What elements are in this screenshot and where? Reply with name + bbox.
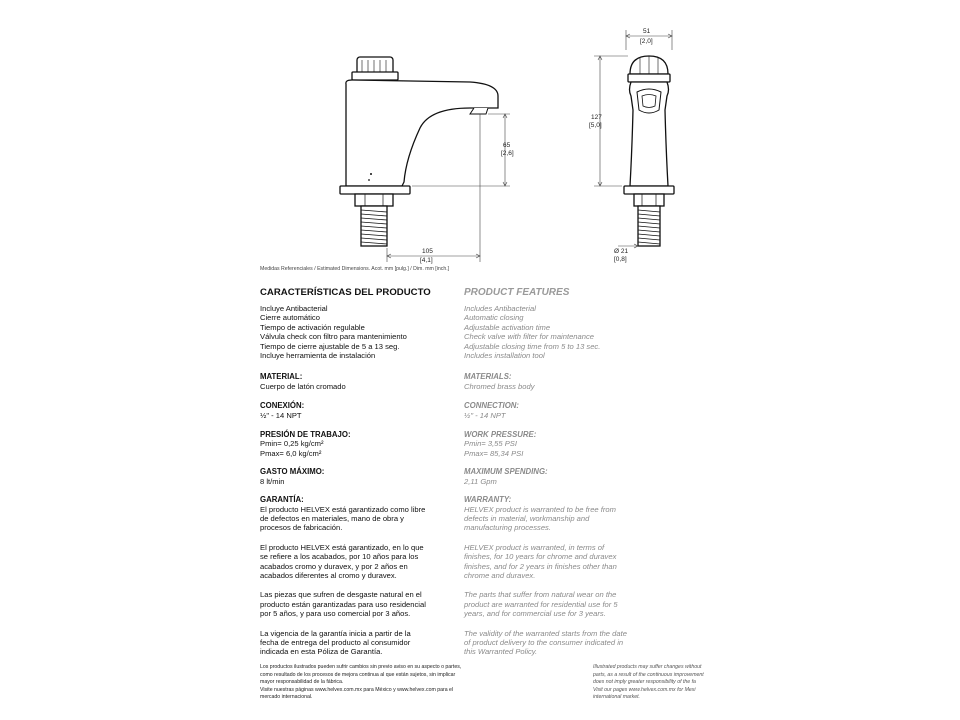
feature-item: Tiempo de activación regulable (260, 322, 365, 332)
text-line: La vigencia de la garantía inicia a partir de la (260, 628, 411, 638)
flow-heading-en: MAXIMUM SPENDING: (464, 467, 548, 477)
text-line: Visit our pages www.helvex.com.mx for Mexi (593, 686, 696, 693)
material-heading-en: MATERIALS: (464, 372, 512, 382)
faucet-front-view (624, 56, 674, 246)
warranty-paragraph-en (464, 590, 664, 618)
flow-value-es: 8 lt/min (260, 476, 285, 486)
height-side-dimension: 65 (503, 142, 511, 149)
flow-value-en: 2,11 Gpm (464, 476, 497, 486)
feature-item: Includes installation tool (464, 351, 545, 361)
height-front-dimension: 127 (591, 114, 602, 121)
product-features-title-es: CARACTERÍSTICAS DEL PRODUCTO (260, 287, 431, 298)
features-list-en (464, 304, 664, 360)
warranty-heading-en: WARRANTY: (464, 495, 512, 505)
warranty-paragraph-en (464, 505, 664, 533)
feature-item: Válvula check con filtro para mantenimiento (260, 332, 407, 342)
warranty-paragraph-es (260, 543, 460, 581)
pressure-min-es: Pmin= 0,25 kg/cm² (260, 439, 324, 449)
text-line: finishes, for 10 years for chrome and duravex (464, 552, 617, 562)
length-dimension: 105 (422, 248, 433, 255)
connection-value-en: ½" - 14 NPT (464, 410, 506, 420)
diameter-dimension: Ø 21 (614, 248, 629, 255)
text-line: fecha de entrega del producto al consumidor (260, 637, 411, 647)
text-line: defects in material, workmanship and (464, 513, 590, 523)
connection-heading-es: CONEXIÓN: (260, 401, 305, 411)
text-line: por 5 años, y para uso comercial por 3 años. (260, 609, 411, 619)
text-line: El producto HELVEX está garantizado, en lo que (260, 542, 424, 552)
english-column (464, 287, 664, 657)
pressure-max-en: Pmax= 85,34 PSI (464, 448, 524, 458)
text-line: se refiere a los acabados, por 10 años para los (260, 552, 419, 562)
text-line: HELVEX product is warranted to be free from (464, 504, 616, 514)
feature-item: Adjustable activation time (464, 322, 551, 332)
text-line: de defectos en materiales, mano de obra y (260, 513, 404, 523)
product-features-title-en: PRODUCT FEATURES (464, 287, 570, 298)
material-heading-es: MATERIAL: (260, 372, 303, 382)
diameter-dimension-inch: [0,8] (614, 256, 627, 263)
text-line: international market. (593, 694, 640, 701)
warranty-paragraph-es (260, 505, 460, 533)
width-dimension-inch: [2,0] (640, 38, 653, 45)
text-line: manufacturing processes. (464, 523, 551, 533)
pressure-heading-es: PRESIÓN DE TRABAJO: (260, 430, 351, 440)
text-line: finishes, and for 2 years in finishes other than (464, 561, 617, 571)
text-line: of product delivery to the consumer indicated in (464, 637, 624, 647)
text-line: acabados diferentes al cromo y duravex. (260, 570, 397, 580)
text-line: years, and for commercial use for 3 years. (464, 609, 606, 619)
connection-heading-en: CONNECTION: (464, 401, 520, 411)
feature-item: Adjustable closing time from 5 to 13 sec. (464, 341, 601, 351)
material-value-en: Chromed brass body (464, 381, 535, 391)
text-line: this Warranted Policy. (464, 647, 538, 657)
spanish-column (260, 287, 460, 657)
feature-item: Incluye Antibacterial (260, 304, 328, 313)
dimensions-caption: Medidas Referenciales / Estimated Dimensions. Acot. mm [pulg.] / Dim. mm [inch.] (260, 266, 450, 272)
feature-item: Tiempo de cierre ajustable de 5 a 13 seg. (260, 341, 400, 351)
connection-value-es: ½" - 14 NPT (260, 410, 302, 420)
text-line: Visite nuestras páginas www.helvex.com.mx para México y www.helvex.com para el (260, 686, 454, 693)
warranty-paragraph-es (260, 629, 460, 657)
text-line: acabados cromo y duravex, y por 2 años en (260, 561, 408, 571)
text-line: Los productos ilustrados pueden sufrir cambios sin previo aviso en su aspecto o partes, (260, 664, 462, 670)
width-dimension: 51 (643, 28, 651, 35)
feature-item: Check valve with filter for maintenance (464, 332, 594, 342)
feature-item: Includes Antibacterial (464, 304, 536, 313)
faucet-technical-drawing (0, 0, 960, 290)
length-dimension-inch: [4,1] (420, 257, 433, 264)
pressure-heading-en: WORK PRESSURE: (464, 430, 537, 440)
warranty-heading-es: GARANTÍA: (260, 495, 304, 505)
feature-item: Cierre automático (260, 313, 320, 323)
text-line: parts, as a result of the continuous improvement (593, 671, 704, 678)
text-line: mayor responsabilidad de la fábrica. (260, 679, 344, 686)
text-line: does not imply greater responsibility of the fa (593, 679, 696, 686)
text-line: como resultado de los procesos de mejora continua al que están sujetos, sin implicar (260, 671, 456, 678)
height-side-dimension-inch: [2,6] (501, 150, 514, 157)
text-line: Illustrated products may suffer changes without (593, 664, 702, 670)
text-line: El producto HELVEX está garantizado como libre (260, 504, 426, 514)
footer-note-en (593, 664, 723, 702)
text-line: mercado internacional. (260, 694, 313, 701)
pressure-max-es: Pmax= 6,0 kg/cm² (260, 448, 322, 458)
feature-item: Automatic closing (464, 313, 524, 323)
text-line: The validity of the warranted starts from the date (464, 628, 627, 638)
text-line: producto están garantizadas para uso residencial (260, 599, 426, 609)
text-line: Las piezas que sufren de desgaste natural en el (260, 590, 422, 600)
material-value-es: Cuerpo de latón cromado (260, 381, 346, 391)
warranty-paragraph-en (464, 629, 664, 657)
pressure-min-en: Pmin= 3,55 PSI (464, 439, 517, 449)
footer-note-es (260, 664, 461, 702)
text-line: indicada en esta Póliza de Garantía. (260, 647, 383, 657)
height-front-dimension-inch: [5,0] (589, 122, 602, 129)
text-line: product are warranted for residential use for 5 (464, 599, 618, 609)
text-line: HELVEX product is warranted, in terms of (464, 542, 605, 552)
text-line: chrome and duravex. (464, 570, 536, 580)
warranty-paragraph-es (260, 590, 460, 618)
text-line: procesos de fabricación. (260, 523, 343, 533)
feature-item: Incluye herramienta de instalación (260, 351, 376, 361)
warranty-paragraph-en (464, 543, 664, 581)
text-line: The parts that suffer from natural wear on the (464, 590, 617, 600)
faucet-side-view (340, 57, 498, 246)
flow-heading-es: GASTO MÁXIMO: (260, 467, 325, 477)
features-list-es (260, 304, 460, 360)
